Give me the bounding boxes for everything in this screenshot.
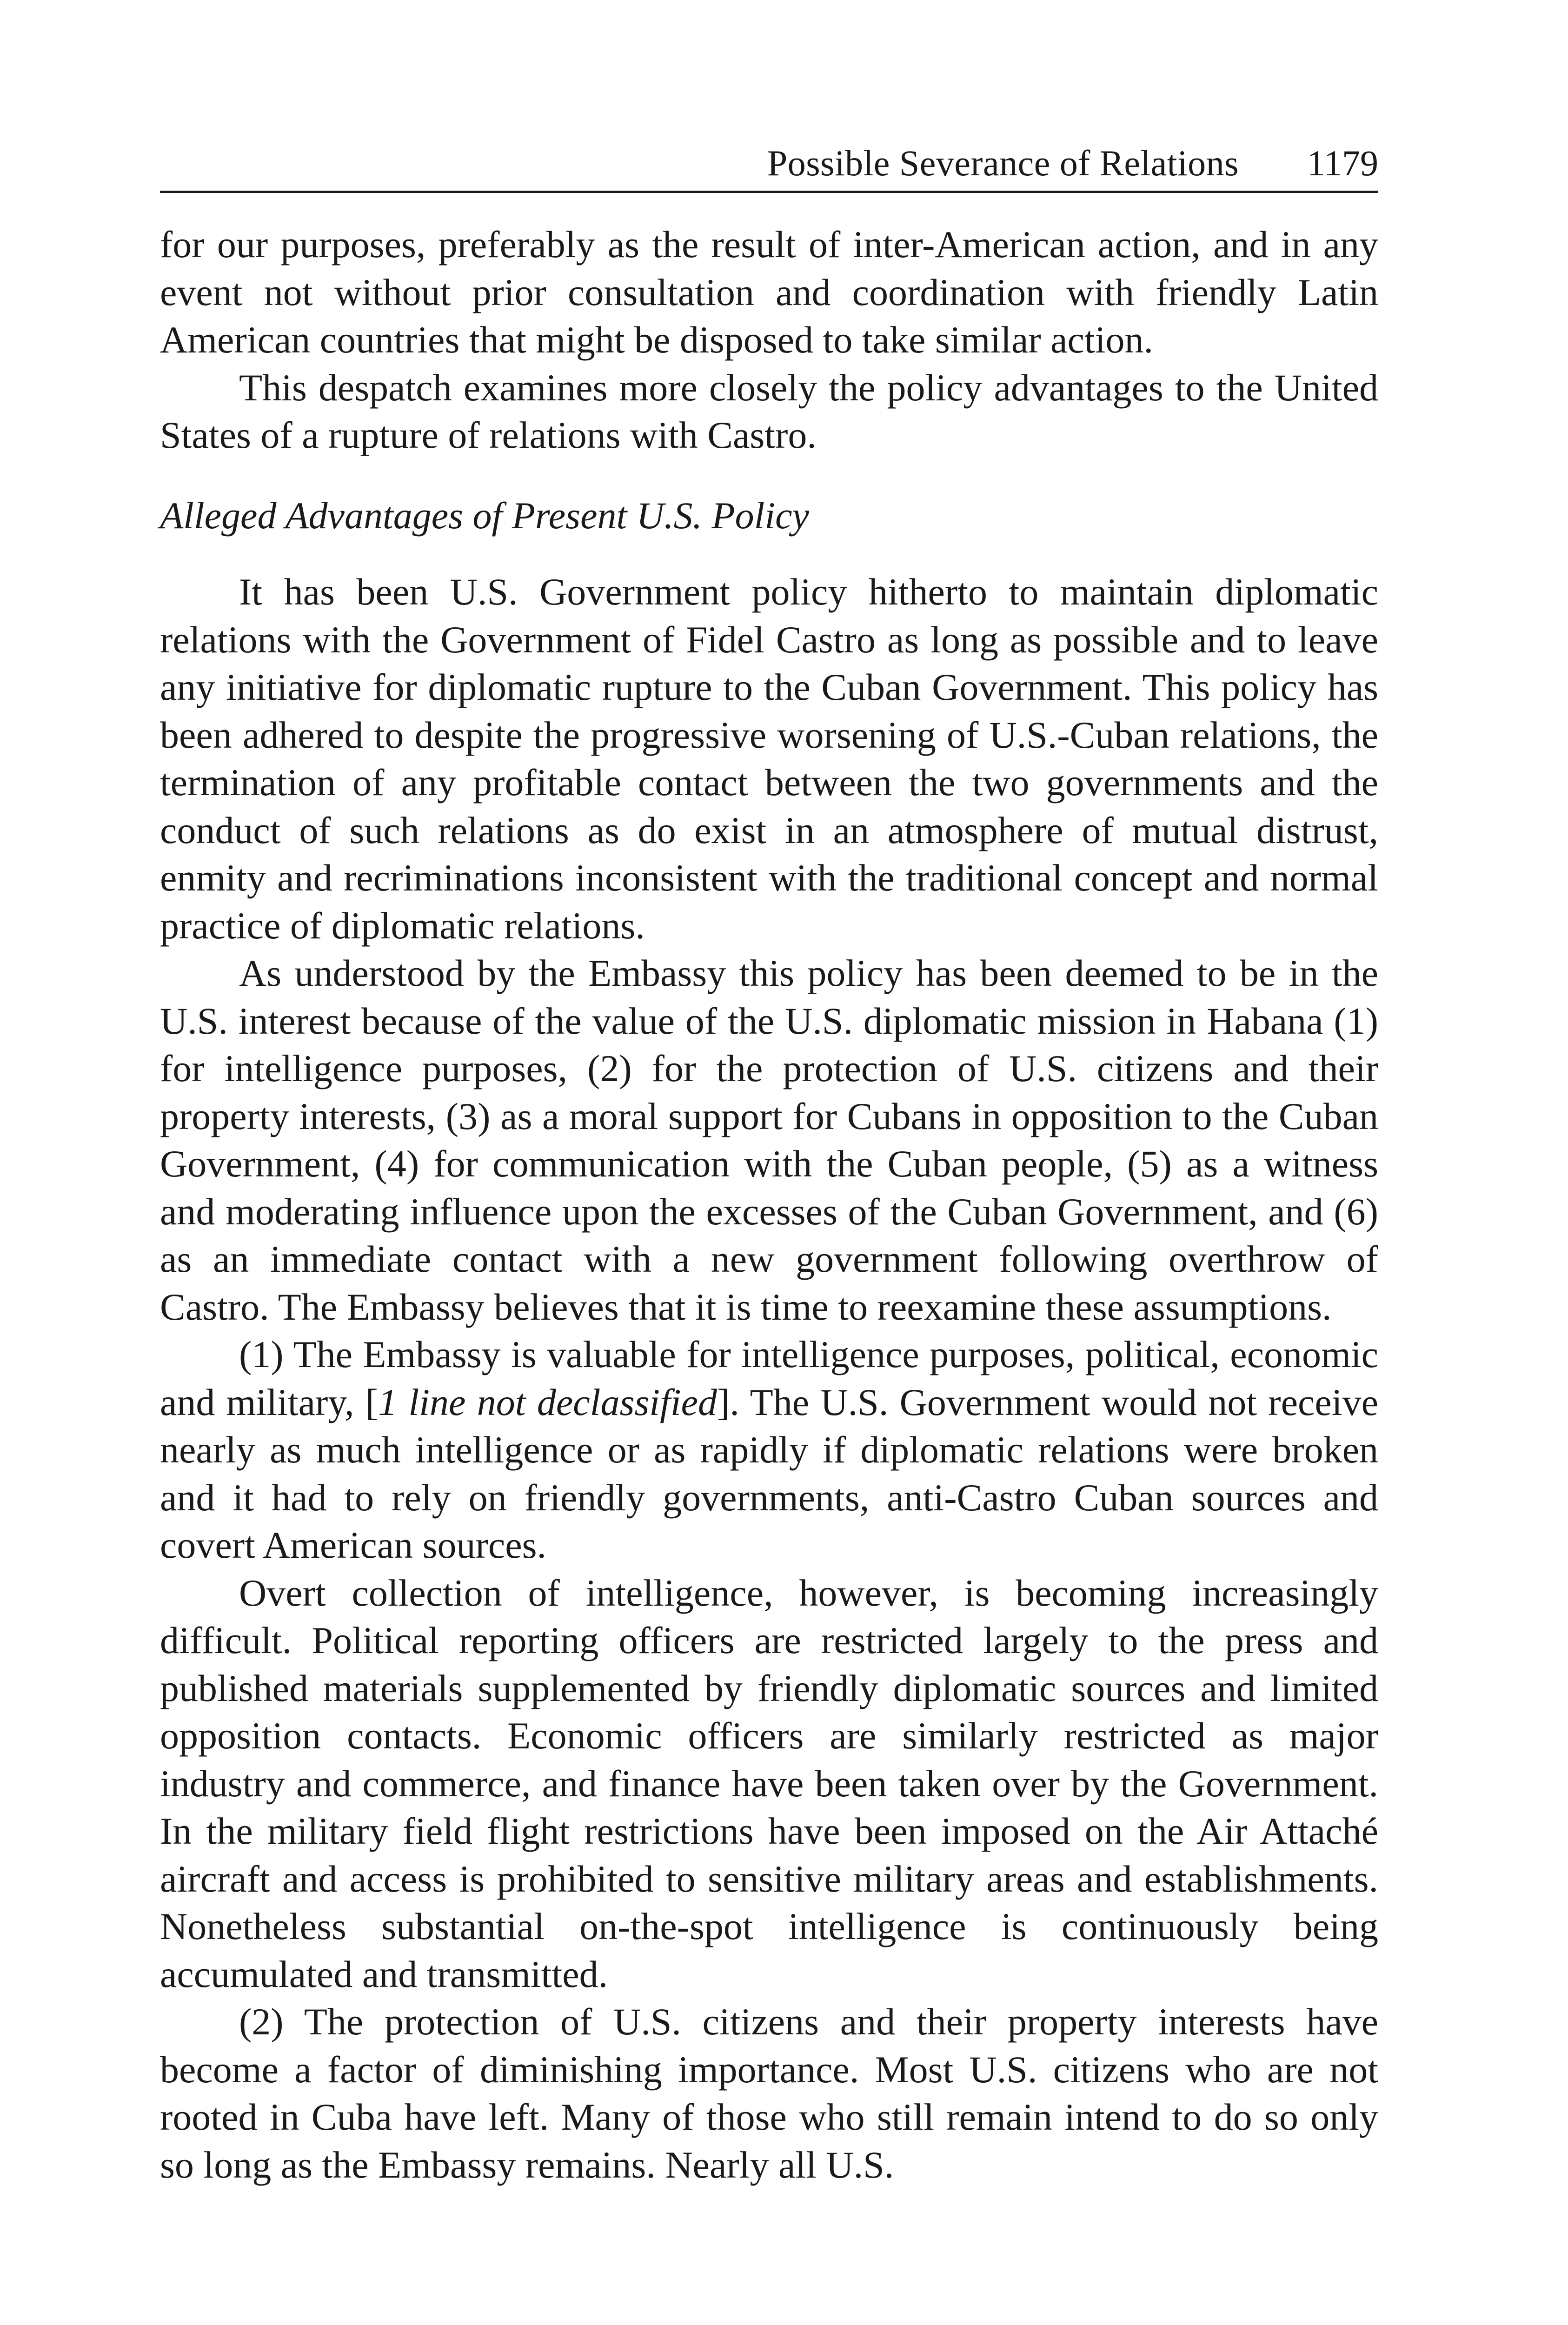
paragraph-despatch-purpose: This despatch examines more closely the policy advantages to the United States of a rupture of relations with Castro. — [160, 366, 1378, 456]
running-title: Possible Severance of Relations — [767, 143, 1239, 183]
section-heading: Alleged Advantages of Present U.S. Policy — [160, 494, 809, 537]
paragraph-protection: (2) The protection of U.S. citizens and their property interests have become a factor of diminishing importance. Most U.S. citizens who are not rooted in Cuba have left. Many of those who still remain intend to do so only so long as the Embassy remains. Nearly all U.S. — [160, 2000, 1378, 2186]
paragraph-policy: It has been U.S. Government policy hitherto to maintain diplomatic relations with the Government of Fidel Castro as long as possible and to leave any initiative for diplomatic rupture to the Cuban Government. This policy has been adhered to despite the progressive worsening of U.S.-Cuban relations, the termination of any profitable contact between the two governments and the conduct of such relations as do exist in an atmosphere of mutual distrust, enmity and recriminations inconsistent with the traditional concept and normal practice of diplomatic relations. — [160, 571, 1378, 947]
not-declassified-note: 1 line not declassified — [378, 1381, 718, 1423]
paragraph-intelligence — [160, 1331, 1378, 1569]
paragraph-intelligence-end: ]. The U.S. Government would not receive nearly as much intelligence or as rapidly if diplomatic relations were broken and it had to rely on friendly governments, anti-Castro Cuban sources and covert American sources. — [160, 1381, 1378, 1566]
paragraph-embassy-value: As understood by the Embassy this policy has been deemed to be in the U.S. interest because of the value of the U.S. diplomatic mission in Habana (1) for intelligence purposes, (2) for the protection of U.S. citizens and their property interests, (3) as a moral support for Cubans in opposition to the Cuban Government, (4) for communication with the Cuban people, (5) as a witness and moderating influence upon the excesses of the Cuban Government, and (6) as an immediate contact with a new government following overthrow of Castro. The Embassy believes that it is time to reexamine these assumptions. — [160, 952, 1378, 1328]
page-body — [160, 221, 1378, 2189]
paragraph-intelligence-start: (1) The Embassy is valuable for intelligence purposes, political, economic and military, [ — [160, 1333, 1378, 1423]
book-page — [160, 140, 1378, 2189]
paragraph-continued: for our purposes, preferably as the result of inter-American action, and in any event not without prior consultation and coordination with friendly Latin American countries that might be disposed to take similar action. — [160, 223, 1378, 361]
paragraph-overt-collection: Overt collection of intelligence, however, is becoming increasingly difficult. Political reporting officers are restricted largely to the press and published materials supplemented by friendly diplomatic sources and limited opposition contacts. Economic officers are similarly restricted as major industry and commerce, and finance have been taken over by the Government. In the military field flight restrictions have been imposed on the Air Attaché aircraft and access is prohibited to sensitive military areas and establishments. Nonetheless substantial on-the-spot intelligence is continuously being accumulated and transmitted. — [160, 1571, 1378, 1995]
running-head — [160, 140, 1378, 193]
page-number: 1179 — [1307, 143, 1378, 183]
